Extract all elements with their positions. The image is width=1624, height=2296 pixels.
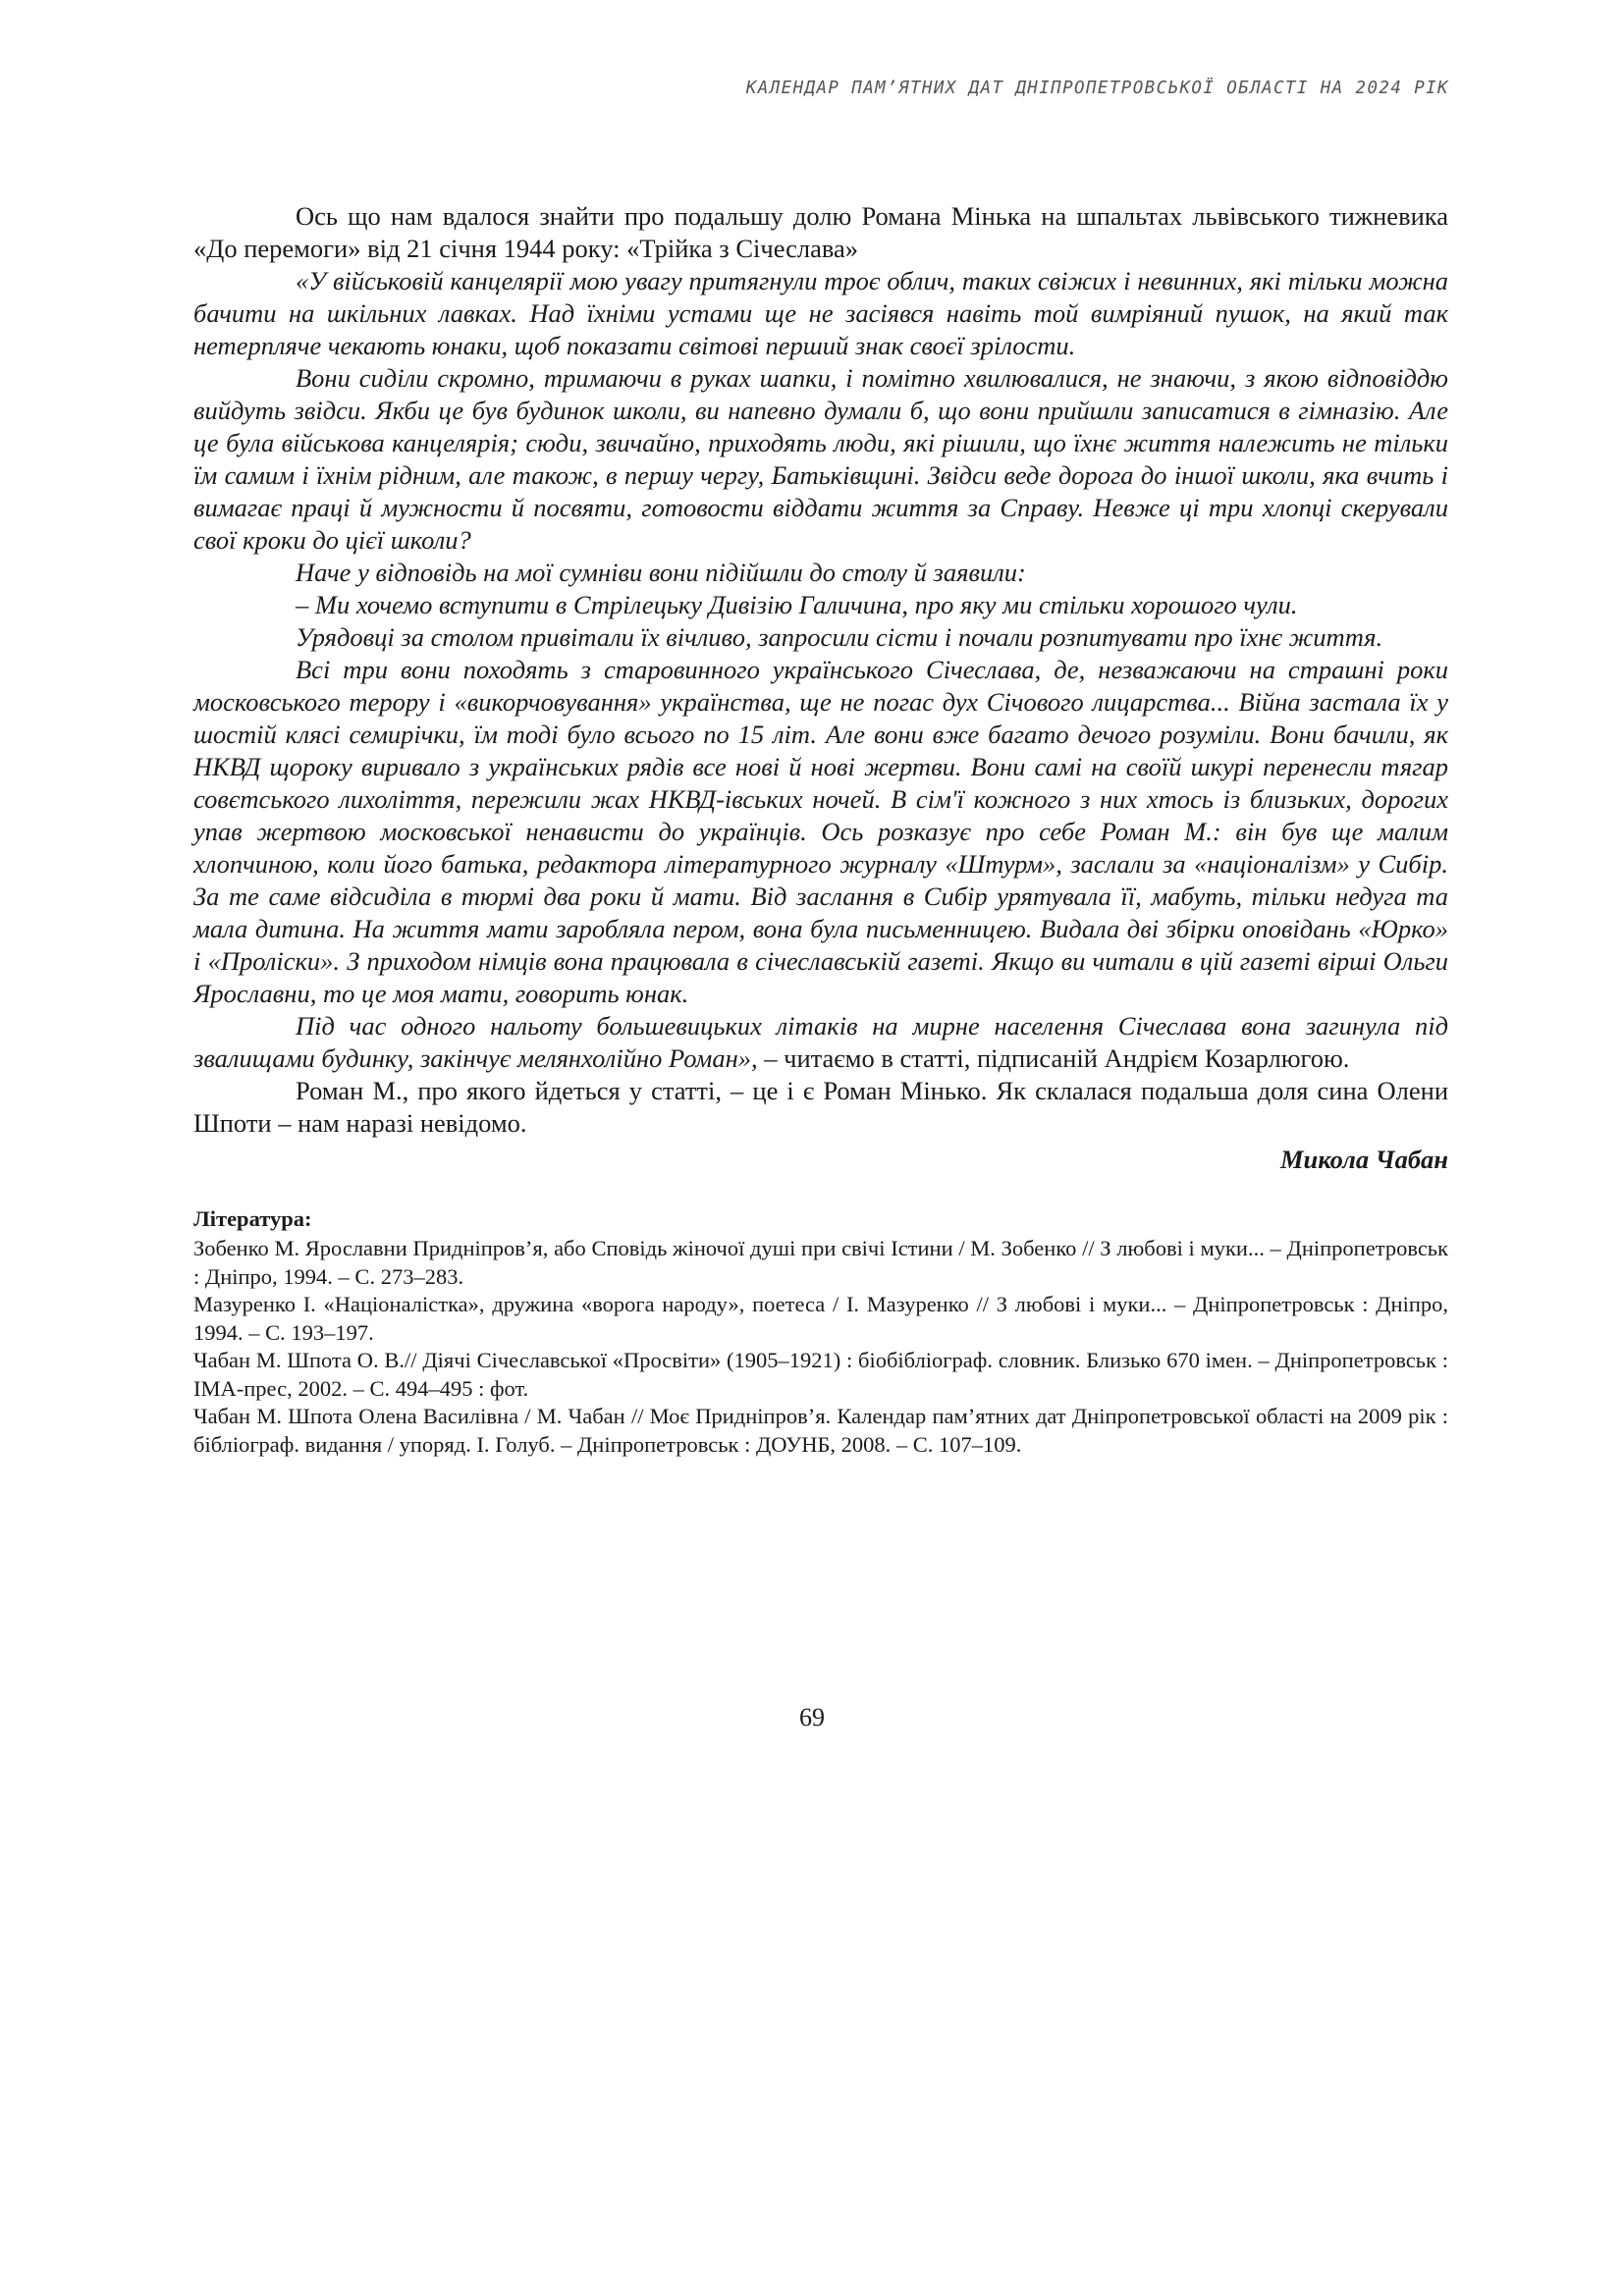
literature-list [193, 1235, 1448, 1459]
quote-paragraph: «У військовій канцелярії мою увагу притягнули троє облич, таких свіжих і невинних, які тільки можна бачити на шкільних лавках. Над їхніми устами ще не засіявся навіть той вимріяний пушок, на який так нетерпляче чекають юнаки, щоб показати світові перший знак своєї зрілости. [193, 266, 1448, 360]
literature-heading: Література: [193, 1206, 312, 1231]
quote-closing-italic: Під час одного нальоту большевицьких літаків на мирне населення Січеслава вона загинула під звалищами будинку, закінчує мелянхолійно Роман», [193, 1011, 1448, 1073]
running-header: КАЛЕНДАР ПАМ’ЯТНИХ ДАТ ДНІПРОПЕТРОВСЬКОЇ ОБЛАСТІ НА 2024 РІК [745, 79, 1449, 98]
literature-item: Мазуренко І. «Націоналістка», дружина «ворога народу», поетеса / І. Мазуренко // З любові і муки... – Дніпропетровськ : Дніпро, 1994. – С. 193–197. [193, 1292, 1448, 1345]
quote-paragraph: Урядовці за столом привітали їх вічливо, запросили сісти і почали розпитувати про їхнє життя. [296, 622, 1383, 652]
quote-closing-paragraph [193, 1010, 1448, 1075]
conclusion-paragraph: Роман М., про якого йдеться у статті, – це і є Роман Мінько. Як склалася подальша доля сина Олени Шпоти – нам наразі невідомо. [193, 1076, 1448, 1138]
author-signature: Микола Чабан [1279, 1145, 1448, 1174]
quote-attribution: – читаємо в статті, підписаній Андрієм Козарлюгою. [757, 1043, 1350, 1073]
literature-item: Зобенко М. Ярославни Придніпров’я, або Сповідь жіночої душі при свічі Істини / М. Зобенко // З любові і муки... – Дніпропетровськ : Дніпро, 1994. – С. 273–283. [193, 1236, 1448, 1289]
article-body [193, 200, 1448, 1459]
intro-paragraph: Ось що нам вдалося знайти про подальшу долю Романа Мінька на шпальтах львівського тижневика «До перемоги» від 21 січня 1944 року: «Трійка з Січеслава» [193, 201, 1448, 263]
quote-paragraph: Вони сиділи скромно, тримаючи в руках шапки, і помітно хвилювалися, не знаючи, з якою відповіддю вийдуть звідси. Якби це був будинок школи, ви напевно думали б, що вони прийшли записатися в гімназію. Але це була військова канцелярія; сюди, звичайно, приходять люди, які рішили, що їхнє життя належить не тільки їм самим і їхнім рідним, але також, в першу чергу, Батьківщині. Звідси веде дорога до іншої школи, яка вчить і вимагає праці й мужности й посвяти, готовости віддати життя за Справу. Невже ці три хлопці скерували свої кроки до цієї школи? [193, 363, 1448, 555]
literature-item: Чабан М. Шпота О. В.// Діячі Січеславської «Просвіти» (1905–1921) : біобібліограф. словник. Близько 670 імен. – Дніпропетровськ : ІМА-прес, 2002. – С. 494–495 : фот. [193, 1348, 1448, 1401]
page-number: 69 [799, 1703, 825, 1732]
literature-item: Чабан М. Шпота Олена Василівна / М. Чабан // Моє Придніпров’я. Календар пам’ятних дат Дніпропетровської області на 2009 рік : бібліограф. видання / упоряд. І. Голуб. – Дніпропетровськ : ДОУНБ, 2008. – С. 107–109. [193, 1404, 1448, 1457]
quote-dialogue-line: – Ми хочемо вступити в Стрілецьку Дивізію Галичина, про яку ми стільки хорошого чули. [296, 590, 1298, 619]
quote-paragraph: Наче у відповідь на мої сумніви вони підійшли до столу й заявили: [296, 558, 1026, 587]
quote-paragraph: Всі три вони походять з старовинного українського Січеслава, де, незважаючи на страшні роки московського терору і «викорчовування» українства, ще не погас дух Січового лицарства... Війна застала їх у шостій клясі семирічки, їм тоді було всього по 15 літ. Але вони вже багато дечого розуміли. Вони бачили, як НКВД щороку виривало з українських рядів все нові й нові жертви. Вони самі на своїй шкурі перенесли тягар совєтського лихоліття, пережили жах НКВД-івських ночей. В сім'ї кожного з них хтось із близьких, дорогих упав жертвою московської ненависти до українців. Ось розказує про себе Роман М.: він був ще малим хлопчиною, коли його батька, редактора літературного журналу «Штурм», заслали за «націоналізм» у Сибір. За те саме відсиділа в тюрмі два роки й мати. Від заслання в Сибір урятувала її, мабуть, тільки недуга та мала дитина. На життя мати заробляла пером, вона була письменницею. Видала дві збірки оповідань «Юрко» і «Проліски». З приходом німців вона працювала в січеславській газеті. Якщо ви читали в цій газеті вірші Ольги Ярославни, то це моя мати, говорить юнак. [193, 655, 1448, 1008]
